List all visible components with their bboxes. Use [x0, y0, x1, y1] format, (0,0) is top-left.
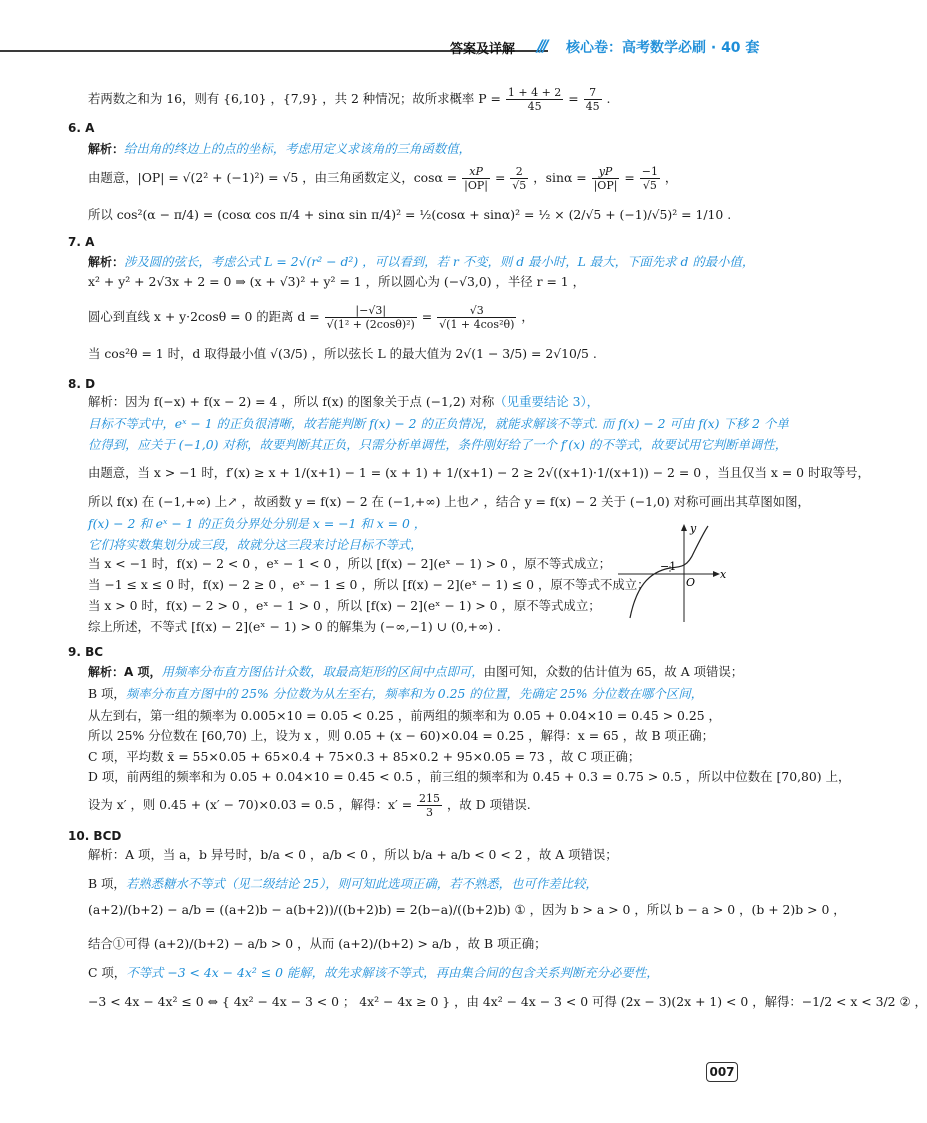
origin-label: O [686, 576, 696, 589]
text-line: 所以 25% 分位数在 [60,70) 上，设为 x ，则 0.05 + (x − 60)×0.04 = 0.25 ，解得：x = 65 ，故 B 项正确； [88, 728, 715, 743]
text-line: D 项，前两组的频率和为 0.05 + 0.04×10 = 0.45 < 0.5 ，前三组的频率和为 0.45 + 0.3 = 0.75 > 0.5 ，所以中位数在 [70,80) 上， [88, 769, 851, 784]
y-axis-arrow [681, 524, 687, 531]
hint-text: 位得到，应关于 (−1,0) 对称，故要判断其正负，只需分析单调性，条件刚好给了一个 f′(x) 的不等式，故要试用它判断单调性， [88, 437, 788, 452]
fraction: $\frac{1 + 4 + 2}{45}$ [507, 86, 562, 113]
minus-one-label: −1 [660, 560, 677, 573]
function-sketch-figure [612, 518, 730, 628]
question-number: 8. D [68, 377, 96, 391]
x-axis-label: x [720, 568, 727, 581]
question-number: 7. A [68, 235, 95, 249]
text-line: 若两数之和为 16，则有 {6,10} ，{7,9} ，共 2 种情况；故所求概率 P = $\frac{1 + 4 + 2}{45}$ = $\frac{7}{45}$ . [88, 86, 611, 113]
question-number: 10. BCD [68, 829, 122, 843]
text-line: 解析：因为 f(−x) + f(x − 2) = 4 ，所以 f(x) 的图象关于点 (−1,2) 对称（见重要结论 3）， [88, 394, 600, 409]
hint-text: 给出角的终边上的点的坐标，考虑用定义求该角的三角函数值， [124, 141, 471, 156]
text-line: 当 x < −1 时，f(x) − 2 < 0 ，eˣ − 1 < 0 ，所以 [f(x) − 2](eˣ − 1) > 0 ，原不等式成立； [88, 556, 611, 571]
text-line: B 项，若熟悉糖水不等式（见二级结论 25），则可知此选项正确，若不熟悉，也可作差比较， [88, 876, 598, 891]
text-line: 结合①可得 (a+2)/(b+2) − a/b > 0 ，从而 (a+2)/(b+2) > a/b ，故 B 项正确； [88, 936, 547, 951]
text-line: 由题意，当 x > −1 时，f′(x) ≥ x + 1/(x+1) − 1 = (x + 1) + 1/(x+1) − 2 ≥ 2√((x+1)·1/(x+1)) − 2 = 0 ，当且仅当 x = 0 时取等号， [88, 465, 870, 480]
question-number: 9. BC [68, 645, 104, 659]
text-line: 综上所述，不等式 [f(x) − 2](eˣ − 1) > 0 的解集为 (−∞,−1) ∪ (0,+∞) . [88, 619, 501, 634]
y-axis-label: y [690, 522, 697, 535]
header-slash-decoration: /// [537, 36, 546, 55]
text-line: 由题意，|OP| = √(2² + (−1)²) = √5 ，由三角函数定义，cosα = $\frac{xP}{|OP|}$ = $\frac{2}{√5}$ ，sinα = $\frac{yP}{|OP|}$ = $\frac{-1}{√5}$ ， [88, 165, 678, 192]
text-line: 从左到右，第一组的频率为 0.005×10 = 0.05 < 0.25 ，前两组的频率和为 0.05 + 0.04×10 = 0.45 > 0.25 ， [88, 708, 721, 723]
text-line: 当 −1 ≤ x ≤ 0 时，f(x) − 2 ≥ 0 ，eˣ − 1 ≤ 0 ，所以 [f(x) − 2](eˣ − 1) ≤ 0 ，原不等式不成立； [88, 577, 650, 592]
fraction: $\frac{7}{45}$ [585, 86, 600, 113]
text-line: 圆心到直线 x + y·2cosθ = 0 的距离 d = $\frac{|-√3|}{\text{√(1² + (2cosθ)²)}}$ = $\frac{√3}{\text{√(1 + 4cos²θ)}}$ ， [88, 304, 534, 331]
analysis-line: 解析：涉及圆的弦长，考虑公式 L = 2√(r² − d²) ，可以看到，若 r 不变，则 d 最小时，L 最大，下面先求 d 的最小值， [88, 254, 755, 269]
text-line: B 项，频率分布直方图中的 25% 分位数为从左至右，频率和为 0.25 的位置，先确定 25% 分位数在哪个区间， [88, 686, 703, 701]
analysis-line: 解析：给出角的终边上的点的坐标，考虑用定义求该角的三角函数值， [88, 141, 471, 156]
text-line: −3 < 4x − 4x² ≤ 0 ⇔ { 4x² − 4x − 3 < 0 ； 4x² − 4x ≥ 0 } ，由 4x² − 4x − 3 < 0 可得 (2x − 3)(2x + 1) < 0 ，解得：−1/2 < x < 3/2 ② ， [88, 994, 927, 1009]
text-line: 当 cos²θ = 1 时，d 取得最小值 √(3/5) ，所以弦长 L 的最大值为 2√(1 − 3/5) = 2√10/5 . [88, 346, 597, 361]
text-line: 当 x > 0 时，f(x) − 2 > 0 ，eˣ − 1 > 0 ，所以 [f(x) − 2](eˣ − 1) > 0 ，原不等式成立； [88, 598, 601, 613]
hint-text: f(x) − 2 和 eˣ − 1 的正负分界处分别是 x = −1 和 x = 0 ， [88, 516, 427, 531]
text-line: 设为 x′ ，则 0.45 + (x′ − 70)×0.03 = 0.5 ，解得：x′ = $\frac{215}{3}$ ，故 D 项错误. [88, 792, 531, 819]
text-line: C 项，不等式 −3 < 4x − 4x² ≤ 0 能解，故先求解该不等式，再由集合间的包含关系判断充分必要性， [88, 965, 659, 980]
hint-text: 目标不等式中，eˣ − 1 的正负很清晰，故若能判断 f(x) − 2 的正负情况，就能求解该不等式. 而 f(x) − 2 可由 f(x) 下移 2 个单 [88, 416, 789, 431]
text-line: 解析：A 项，用频率分布直方图估计众数，取最高矩形的区间中点即可，由图可知，众数的估计值为 65，故 A 项错误； [88, 664, 744, 679]
header-brand: 核心卷：高考数学必刷 · 40 套 [566, 40, 760, 56]
text-line: C 项，平均数 x̄ = 55×0.05 + 65×0.4 + 75×0.3 + 85×0.2 + 95×0.05 = 73 ，故 C 项正确； [88, 749, 641, 764]
text-line: (a+2)/(b+2) − a/b = ((a+2)b − a(b+2))/((b+2)b) = 2(b−a)/((b+2)b) ① ，因为 b > a > 0 ，所以 b − a > 0 ，(b + 2)b > 0 ， [88, 902, 846, 917]
question-number: 6. A [68, 121, 95, 135]
hint-text: 涉及圆的弦长，考虑公式 L = 2√(r² − d²) ，可以看到，若 r 不变，则 d 最小时，L 最大，下面先求 d 的最小值， [124, 254, 755, 269]
text-line: 所以 f(x) 在 (−1,+∞) 上↗ ，故函数 y = f(x) − 2 在 (−1,+∞) 上也↗ ，结合 y = f(x) − 2 关于 (−1,0) 对称可画出其草图如图， [88, 494, 810, 509]
x-axis-arrow [713, 571, 720, 577]
header-section-title: 答案及详解 [450, 42, 516, 57]
page-number: 007 [706, 1062, 738, 1082]
text-line: 所以 cos²(α − π/4) = (cosα cos π/4 + sinα sin π/4)² = ½(cosα + sinα)² = ½ × (2/√5 + (−1)/√5)² = 1/10 . [88, 207, 732, 222]
hint-text: 它们将实数集划分成三段，故就分这三段来讨论目标不等式， [88, 537, 423, 552]
text-line: x² + y² + 2√3x + 2 = 0 ⇒ (x + √3)² + y² = 1 ，所以圆心为 (−√3,0) ，半径 r = 1 ， [88, 274, 585, 289]
text-line: 解析：A 项，当 a，b 异号时，b/a < 0 ，a/b < 0 ，所以 b/a + a/b < 0 < 2 ，故 A 项错误； [88, 847, 618, 862]
